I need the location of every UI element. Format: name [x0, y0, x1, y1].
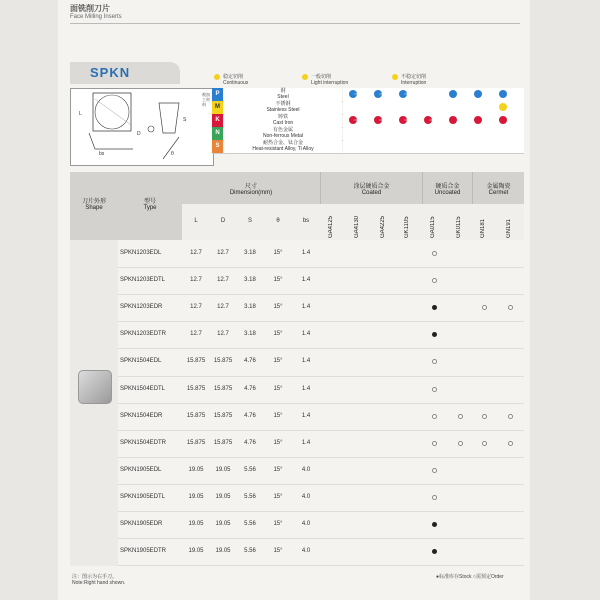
dim-cell: 12.7: [190, 331, 202, 338]
grade-header: GA0115: [430, 216, 436, 238]
dim-cell: 12.7: [217, 304, 229, 311]
material-mark-icon: [374, 90, 382, 98]
dim-cell: 12.7: [217, 250, 229, 256]
cermet-header: 金属陶瓷 Cermet: [472, 172, 524, 204]
material-mark-icon: [474, 90, 482, 98]
row-divider: [118, 321, 524, 322]
insert-geometry-icon: [71, 89, 213, 165]
material-name: 钢 Steel: [224, 88, 342, 101]
type-cell: SPKN1203EDR: [120, 304, 163, 311]
order-mark-icon: [508, 441, 513, 446]
legend-light: 一般切削 Light interruption: [311, 74, 349, 86]
row-divider: [118, 484, 524, 485]
material-mark-icon: [499, 116, 507, 124]
material-mark-icon: [449, 116, 457, 124]
dim-cell: 3.18: [244, 331, 256, 338]
coated-header: 涂层硬质合金 Coated: [320, 172, 422, 204]
dim-cell: 12.7: [217, 331, 229, 338]
dim-cell: 15.875: [213, 412, 233, 419]
dim-cell: 15.875: [186, 385, 206, 392]
grade-header: GK1105: [404, 216, 410, 238]
dim-cell: 4.0: [301, 521, 311, 527]
shape-header: 刀片外形 Shape: [70, 172, 118, 240]
type-cell: SPKN1504EDR: [120, 412, 163, 419]
type-cell: SPKN1905EDR: [120, 521, 163, 527]
dim-cell: 19.05: [188, 548, 204, 555]
dim-cell: 19.05: [215, 521, 231, 527]
dim-cell: 15°: [273, 439, 283, 446]
grade-header: GN191: [506, 218, 512, 238]
dim-cell: 5.56: [244, 493, 256, 500]
workpiece-material-label: 被加工材料: [202, 92, 210, 107]
light-interruption-dot-icon: [302, 74, 308, 80]
dim-cell: 12.7: [190, 277, 202, 284]
dim-cell: 15°: [273, 277, 283, 284]
dim-header: L: [194, 218, 198, 224]
dim-s-label: S: [183, 117, 187, 123]
material-mark-icon: [474, 116, 482, 124]
stock-mark-icon: [432, 549, 437, 554]
row-divider: [118, 457, 524, 458]
row-divider: [118, 294, 524, 295]
dim-cell: 1.4: [301, 358, 311, 365]
row-divider: [118, 376, 524, 377]
dim-cell: 19.05: [188, 493, 204, 500]
dim-cell: 19.05: [215, 493, 231, 500]
material-mark-icon: [349, 90, 357, 98]
order-mark-icon: [508, 305, 513, 310]
type-cell: SPKN1203EDTR: [120, 331, 167, 338]
dim-cell: 15°: [273, 412, 283, 419]
dim-cell: 1.4: [301, 277, 311, 284]
order-mark-icon: [432, 414, 437, 419]
material-marks: [343, 140, 524, 153]
dim-cell: 4.76: [244, 439, 256, 446]
dim-l-label: L: [79, 111, 82, 117]
material-symbol: N: [212, 127, 223, 140]
dim-cell: 15°: [273, 250, 283, 256]
stock-mark-icon: [432, 332, 437, 337]
order-mark-icon: [432, 359, 437, 364]
material-symbol: K: [212, 114, 223, 127]
material-mark-icon: [449, 90, 457, 98]
order-mark-icon: [458, 414, 463, 419]
type-cell: SPKN1905EDTR: [120, 548, 167, 555]
material-row: [212, 114, 524, 128]
row-divider: [118, 511, 524, 512]
material-mark-icon: [424, 116, 432, 124]
insert-diagram: [70, 88, 214, 166]
dim-cell: 1.4: [301, 385, 311, 392]
material-mark-icon: [399, 90, 407, 98]
dim-cell: 4.0: [301, 548, 311, 555]
row-divider: [118, 267, 524, 268]
material-mark-icon: [349, 116, 357, 124]
dim-cell: 1.4: [301, 412, 311, 419]
material-marks: [343, 114, 524, 127]
material-mark-icon: [374, 116, 382, 124]
type-cell: SPKN1203EDL: [120, 250, 162, 256]
dim-cell: 15°: [273, 358, 283, 365]
dim-header: bs: [302, 218, 310, 224]
material-marks: [343, 127, 524, 140]
footnote: 注：图示为右手刀。 Note:Right hand shown.: [72, 574, 126, 586]
material-marks: [343, 88, 524, 101]
stock-legend: ●标准库存Stock ○需预定Order: [436, 574, 504, 580]
dim-cell: 15°: [273, 385, 283, 392]
dim-cell: 15.875: [186, 358, 206, 365]
grade-header: GA4225: [380, 215, 386, 238]
row-divider: [118, 403, 524, 404]
dim-cell: 1.4: [301, 331, 311, 338]
dim-cell: 15°: [273, 466, 283, 473]
grade-header: GN181: [480, 218, 486, 238]
header-title-cn: 面铣削刀片: [70, 4, 110, 13]
order-mark-icon: [432, 468, 437, 473]
dim-cell: 15°: [273, 493, 283, 500]
stock-mark-icon: [432, 522, 437, 527]
dim-cell: 15.875: [213, 385, 233, 392]
dim-cell: 5.56: [244, 521, 256, 527]
dim-header: θ: [276, 218, 280, 224]
type-cell: SPKN1203EDTL: [120, 277, 166, 284]
order-mark-icon: [508, 414, 513, 419]
material-name: 耐热合金、钛合金 Heat-resistant Alloy, Ti Alloy: [224, 140, 342, 153]
dim-cell: 5.56: [244, 466, 256, 473]
uncoated-header: 硬质合金 Uncoated: [422, 172, 472, 204]
order-mark-icon: [458, 441, 463, 446]
dim-cell: 3.18: [244, 277, 256, 284]
material-symbol: S: [212, 140, 223, 153]
legend-continuous: 稳定切削 Continuous: [223, 74, 249, 86]
order-mark-icon: [482, 414, 487, 419]
legend-interruption: 不稳定切削 Interruption: [401, 74, 427, 86]
type-cell: SPKN1905EDL: [120, 466, 162, 473]
dim-theta-label: θ: [171, 151, 174, 157]
order-mark-icon: [482, 441, 487, 446]
dim-cell: 15.875: [186, 439, 206, 446]
dim-cell: 1.4: [301, 304, 311, 311]
dim-cell: 15°: [273, 331, 283, 338]
material-name: 铸铁 Cast Iron: [224, 114, 342, 127]
material-name: 不锈钢 Stainless Steel: [224, 101, 342, 114]
dimension-header: 尺寸 Dimension(mm): [182, 172, 320, 204]
dim-header: D: [220, 218, 226, 224]
material-symbol: P: [212, 88, 223, 101]
dim-cell: 15.875: [213, 358, 233, 365]
order-mark-icon: [432, 441, 437, 446]
dim-cell: 19.05: [215, 466, 231, 473]
dim-cell: 4.76: [244, 385, 256, 392]
grade-header: GA4130: [354, 215, 360, 238]
dim-cell: 1.4: [301, 250, 311, 256]
dim-cell: 5.56: [244, 548, 256, 555]
row-divider: [118, 538, 524, 539]
order-mark-icon: [432, 278, 437, 283]
dim-bs-label: bs: [99, 151, 105, 157]
material-name: 有色金属 Non-ferrous Metal: [224, 127, 342, 140]
header-title-en: Face Milling Inserts: [70, 14, 122, 20]
material-marks: [343, 101, 524, 114]
row-divider: [118, 565, 524, 566]
dim-cell: 15.875: [213, 439, 233, 446]
dim-cell: 19.05: [215, 548, 231, 555]
dim-cell: 15°: [273, 521, 283, 527]
grade-header: GK0115: [456, 216, 462, 238]
order-mark-icon: [432, 387, 437, 392]
material-mark-icon: [499, 90, 507, 98]
type-cell: SPKN1504EDTL: [120, 385, 166, 392]
dim-cell: 12.7: [217, 277, 229, 284]
dim-cell: 3.18: [244, 250, 256, 256]
dim-cell: 4.0: [301, 493, 311, 500]
material-mark-icon: [399, 116, 407, 124]
type-header: 型号 Type: [118, 172, 182, 240]
header-divider: [70, 23, 520, 24]
dim-cell: 19.05: [188, 466, 204, 473]
dim-cell: 15°: [273, 304, 283, 311]
order-mark-icon: [432, 251, 437, 256]
series-title: SPKN: [90, 65, 131, 80]
dim-cell: 4.76: [244, 358, 256, 365]
dim-cell: 4.0: [301, 466, 311, 473]
material-mark-icon: [499, 103, 507, 111]
material-row: [212, 140, 524, 154]
dim-header: S: [247, 218, 252, 224]
row-divider: [118, 430, 524, 431]
grade-header: GA4125: [328, 215, 334, 238]
material-table: [212, 88, 524, 166]
dim-cell: 12.7: [190, 250, 202, 256]
dim-cell: 15.875: [186, 412, 206, 419]
dim-cell: 15°: [273, 548, 283, 555]
dim-cell: 19.05: [188, 521, 204, 527]
material-row: [212, 88, 524, 102]
type-cell: SPKN1905EDTL: [120, 493, 166, 500]
stock-mark-icon: [432, 305, 437, 310]
insert-photo: [78, 370, 112, 404]
row-divider: [118, 348, 524, 349]
type-cell: SPKN1504EDL: [120, 358, 162, 365]
type-cell: SPKN1504EDTR: [120, 439, 167, 446]
dim-cell: 4.76: [244, 412, 256, 419]
continuous-dot-icon: [214, 74, 220, 80]
material-symbol: M: [212, 101, 223, 114]
product-table: [70, 172, 524, 566]
dim-cell: 12.7: [190, 304, 202, 311]
material-row: [212, 101, 524, 115]
material-row: [212, 127, 524, 141]
interruption-dot-icon: [392, 74, 398, 80]
dim-cell: 3.18: [244, 304, 256, 311]
order-mark-icon: [482, 305, 487, 310]
order-mark-icon: [432, 495, 437, 500]
dim-d-label: D: [137, 131, 141, 137]
dim-cell: 1.4: [301, 439, 311, 446]
